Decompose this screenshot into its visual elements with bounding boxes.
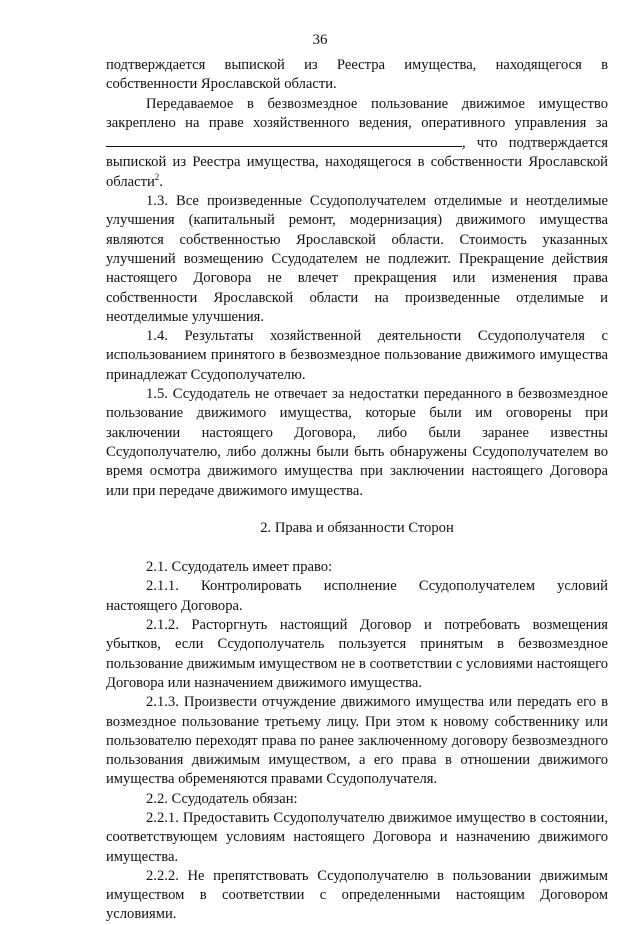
footnote-marker: 2 <box>154 171 160 182</box>
paragraph-period: . <box>159 173 163 190</box>
blank-fill-line <box>106 133 462 147</box>
clause-2-1-2: 2.1.2. Расторгнуть настоящий Договор и потребовать возмещения убытков, если Ссудополучатель пользуется принятым в безвозмездное пользование движимым имуществом не в соответствии с условиями настоящего Договора или назначением движимого имущества. <box>106 617 608 691</box>
page-number: 36 <box>312 32 328 48</box>
clause-2-2-1: 2.2.1. Предоставить Ссудополучателю движимое имущество в состоянии, соответствующем условиям настоящего Договора и назначению движимого имущества. <box>106 809 608 865</box>
clause-2-2-2: 2.2.2. Не препятствовать Ссудополучателю в пользовании движимым имуществом в соответствии с определенными настоящим Договором условиями. <box>106 867 608 923</box>
section-heading: 2. Права и обязанности Сторон <box>260 519 454 536</box>
document-body <box>106 56 608 925</box>
paragraph-text-end: , что подтверждается выпиской из Реестра имущества, находящегося в собственности Ярославской области <box>106 135 608 190</box>
clause-1-3: 1.3. Все произведенные Ссудополучателем отделимые и неотделимые улучшения (капитальный ремонт, модернизация) движимого имущества являются собственностью Ярославской области. Стоимость указанных улучшений возмещению Ссудодателем не подлежит. Прекращение действия настоящего Договора не влечет прекращения или изменения права собственности Ярославской области на произведенные отделимые и неотделимые улучшения. <box>106 193 608 325</box>
clause-2-2: 2.2. Ссудодатель обязан: <box>146 790 298 807</box>
clause-2-1: 2.1. Ссудодатель имеет право: <box>146 559 333 576</box>
clause-1-5: 1.5. Ссудодатель не отвечает за недостатки переданного в безвозмездное пользование движимого имущества, которые были им оговорены при заключении настоящего Договора, либо были заранее известны Ссудополучателю, либо должны были быть обнаружены Ссудополучателем во время осмотра движимого имущества при заключении настоящего Договора или при передаче движимого имущества. <box>106 386 608 499</box>
paragraph-text-start: Передаваемое в безвозмездное пользование движимое имущество закреплено на праве хозяйственного ведения, оперативного управления за <box>106 95 608 131</box>
paragraph-movable-property <box>106 95 608 192</box>
clause-1-4: 1.4. Результаты хозяйственной деятельности Ссудополучателя с использованием принятого в безвозмездное пользование движимого имущества принадлежат Ссудополучателю. <box>106 328 608 383</box>
clause-2-1-1: 2.1.1. Контролировать исполнение Ссудополучателем условий настоящего Договора. <box>106 578 608 614</box>
clause-2-1-3: 2.1.3. Произвести отчуждение движимого имущества или передать его в возмездное пользование третьему лицу. При этом к новому собственнику или пользователю переходят права по ранее заключенному договору безвозмездного пользования движимым имуществом, а его права в отношении движимого имущества обременяются правами Ссудополучателя. <box>106 694 608 788</box>
paragraph-continuation: подтверждается выпиской из Реестра имущества, находящегося в собственности Ярославской области. <box>106 57 608 93</box>
